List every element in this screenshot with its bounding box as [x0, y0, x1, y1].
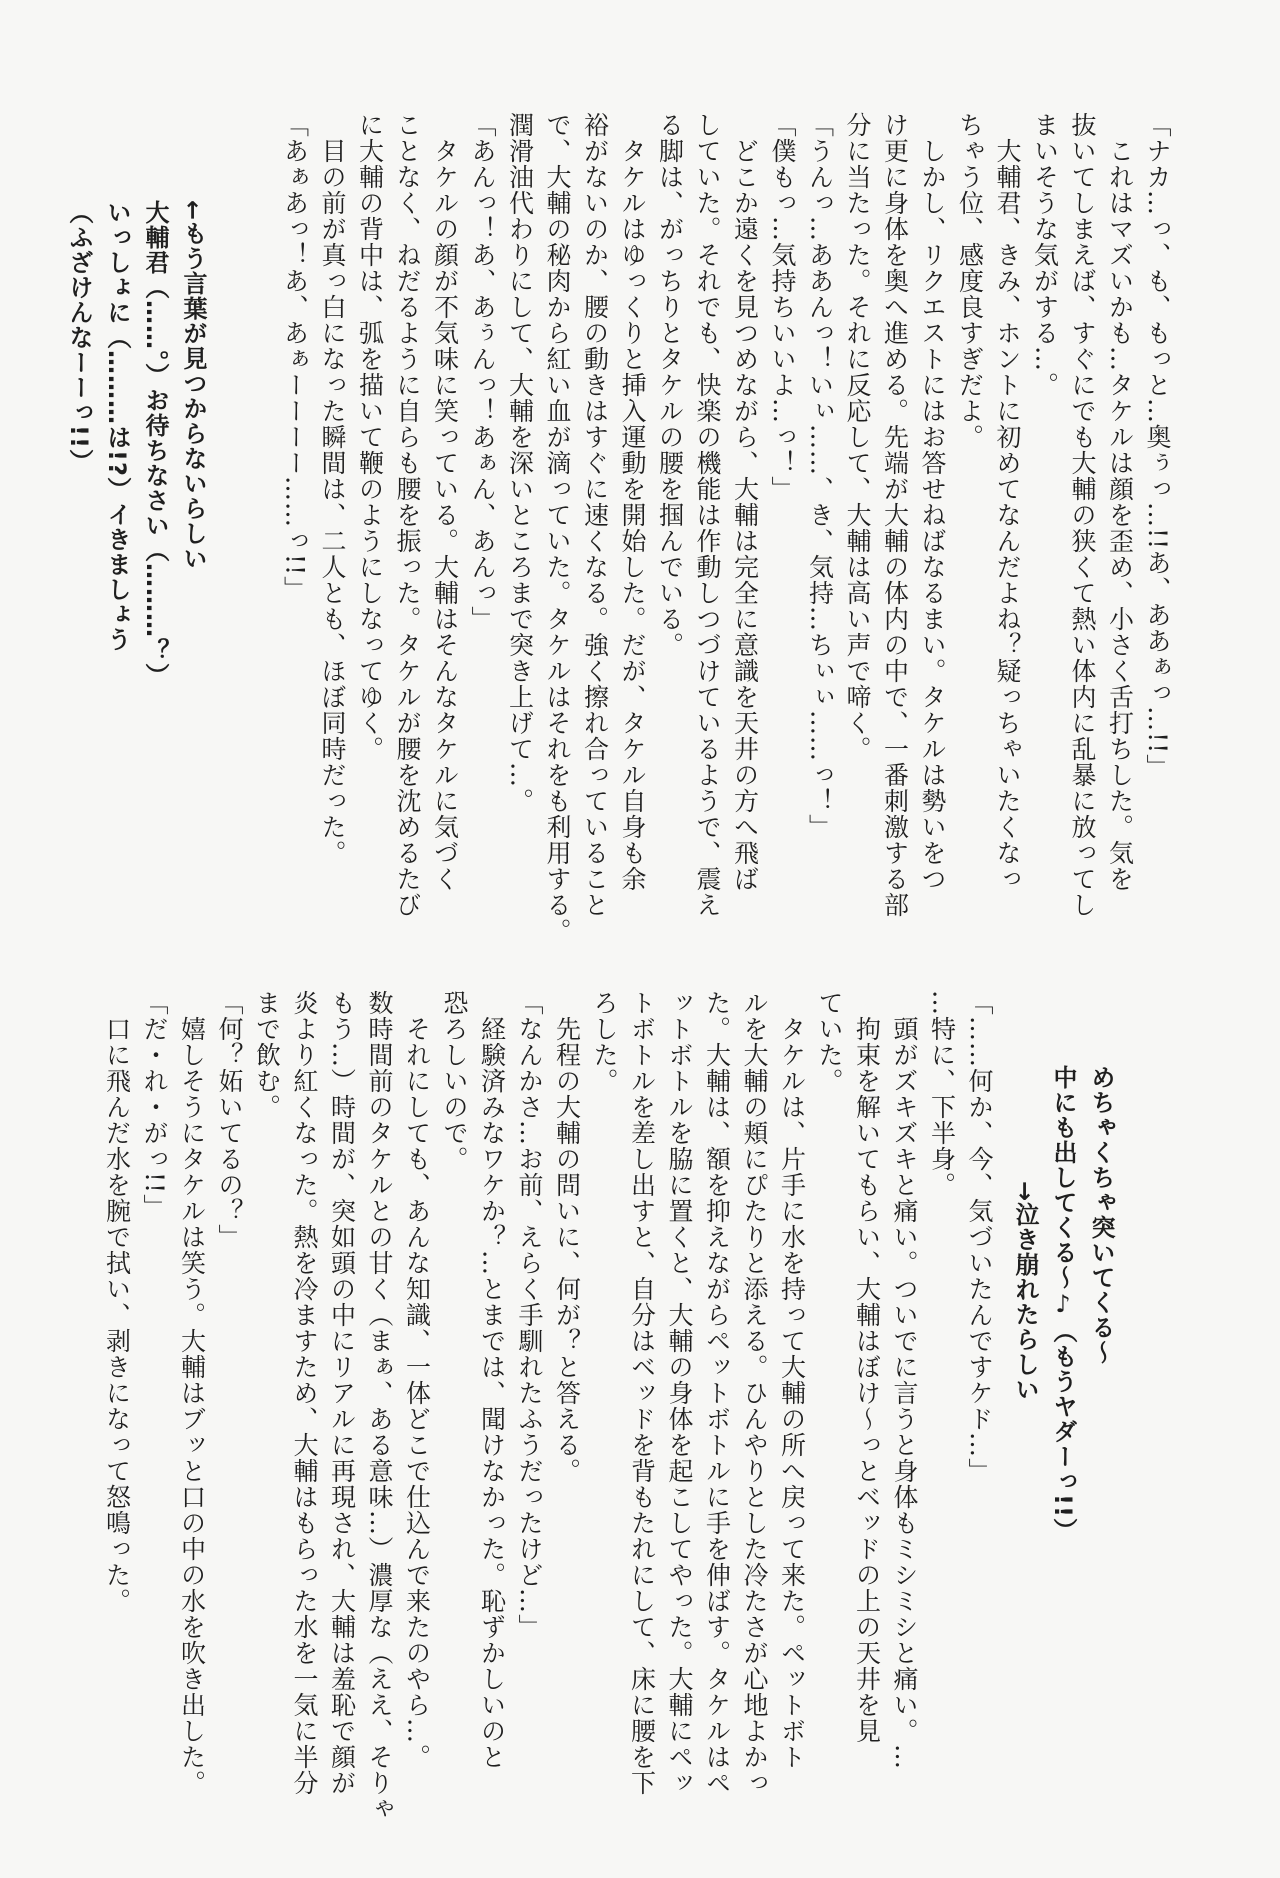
- text-line: ろした。: [590, 990, 619, 1094]
- text-line: …特に、下半身。: [927, 990, 957, 1198]
- text-line: それにしても、あんな知識、一体どこで仕込んで来たのやら…。: [402, 990, 432, 1770]
- note-line: 大輔君（……。）お待ちなさい（………？）: [141, 200, 169, 688]
- text-line: 恐ろしいので。: [440, 990, 469, 1172]
- text-line: に大輔の背中は、弧を描いて鞭のようにしなってゆく。: [355, 112, 385, 762]
- text-line: 潤滑油代わりにして、大輔を深いところまで突き上げて…。: [505, 112, 535, 814]
- text-line: 「僕もっ…気持ちいいよ…っ！」: [768, 112, 797, 502]
- text-line: どこか遠くを見つめながら、大輔は完全に意識を天井の方へ飛ば: [730, 112, 760, 892]
- text-line: 抜いてしまえば、すぐにでも大輔の狭くて熱い体内に乱暴に放ってし: [1068, 112, 1097, 918]
- top-text-block: [276, 112, 1176, 944]
- text-line: トボトルを差し出すと、自分はベッドを背もたれにして、床に腰を下: [627, 990, 657, 1796]
- text-line: ットボトルを脇に置くと、大輔の身体を起こしてやった。大輔にペッ: [665, 990, 694, 1796]
- text-line: 「……何か、今、気づいたんですケド…」: [965, 990, 994, 1484]
- text-line: ルを大輔の頬にぴたりと添える。ひんやりとした冷たさが心地よかっ: [740, 990, 769, 1796]
- text-line: タケルはゆっくりと挿入運動を開始した。だが、タケル自身も余: [618, 112, 647, 892]
- text-line: る脚は、がっちりとタケルの腰を掴んでいる。: [655, 112, 685, 658]
- text-line: 「だ・れ・がっ!!」: [140, 990, 169, 1221]
- note-line: （ふざけんなーーっ!!）: [65, 200, 93, 474]
- text-line: ていた。: [815, 990, 844, 1094]
- right-author-note: [1006, 1065, 1120, 1695]
- text-line: もう…）時間が、突如頭の中にリアルに再現され、大輔は羞恥で顔が: [327, 990, 357, 1796]
- text-line: タケルの顔が不気味に笑っている。大輔はそんなタケルに気づく: [430, 112, 460, 892]
- text-line: 「あぁあっ！あ、あぁーーーー……っ!!」: [280, 112, 310, 603]
- text-line: まいそうな気がする…。: [1030, 112, 1060, 398]
- text-line: け更に身体を奥へ進める。先端が大輔の体内の中で、一番刺激する部: [880, 112, 910, 918]
- note-line: いっしょに（………は!?）イきましょう: [103, 200, 131, 652]
- text-line: まで飲む。: [252, 990, 282, 1120]
- text-line: 大輔君、きみ、ホントに初めてなんだよね？疑っちゃいたくなっ: [993, 112, 1022, 892]
- text-line: タケルは、片手に水を持って大輔の所へ戻って来た。ペットボト: [777, 990, 807, 1770]
- text-line: 先程の大輔の問いに、何が？と答える。: [552, 990, 582, 1484]
- note-line: 中にも出してくる〜♪（もうヤダーっ!!）: [1049, 1065, 1077, 1543]
- text-line: 炎より紅くなった。熱を冷ますため、大輔はもらった水を一気に半分: [290, 990, 319, 1796]
- text-line: で、大輔の秘肉から紅い血が滴っていた。タケルはそれをも利用する。: [543, 112, 572, 944]
- left-author-note: [60, 200, 212, 840]
- text-line: 「ナカ…っ、も、もっと…奥ぅっ…!!あ、ああぁっ…!!」: [1143, 112, 1172, 781]
- text-line: 「なんかさ…お前、えらく手馴れたふうだったけど…」: [515, 990, 544, 1640]
- text-line: 数時間前のタケルとの甘く（まぁ、ある意味…）濃厚な（ええ、そりゃ: [365, 990, 394, 1822]
- text-line: 「うんっ…ああんっ！いぃ……、き、気持…ちぃぃ……っ！」: [805, 112, 835, 840]
- text-line: していた。それでも、快楽の機能は作動しつづけているようで、震え: [693, 112, 722, 918]
- text-line: 目の前が真っ白になった瞬間は、二人とも、ほぼ同時だった。: [318, 112, 347, 866]
- text-line: 嬉しそうにタケルは笑う。大輔はブッと口の中の水を吹き出した。: [177, 990, 207, 1796]
- bottom-text-block: [98, 990, 998, 1822]
- text-line: 「何？妬いてるの？」: [215, 990, 244, 1250]
- text-line: これはマズいかも…タケルは顔を歪め、小さく舌打ちした。気を: [1105, 112, 1135, 892]
- text-line: ちゃう位、感度良すぎだよ。: [955, 112, 985, 450]
- text-line: 拘束を解いてもらい、大輔はぼけ〜っとベッドの上の天井を見: [852, 990, 882, 1744]
- text-line: 経験済みなワケか？…とまでは、聞けなかった。恥ずかしいのと: [477, 990, 507, 1770]
- text-line: 口に飛んだ水を腕で拭い、剥きになって怒鳴った。: [102, 990, 132, 1614]
- note-line: めちゃくちゃ突いてくる〜: [1087, 1065, 1115, 1365]
- note-line: →泣き崩れたらしい: [1011, 1181, 1039, 1403]
- text-line: しかし、リクエストにはお答せねばなるまい。タケルは勢いをつ: [918, 112, 947, 892]
- text-line: た。大輔は、額を抑えながらペットボトルに手を伸ばす。タケルはペ: [702, 990, 732, 1796]
- text-line: 裕がないのか、腰の動きはすぐに速くなる。強く擦れ合っていること: [580, 112, 610, 918]
- text-line: 分に当たった。それに反応して、大輔は高い声で啼く。: [843, 112, 872, 762]
- text-line: 頭がズキズキと痛い。ついでに言うと身体もミシミシと痛い。…: [890, 990, 919, 1770]
- text-line: ことなく、ねだるように自らも腰を振った。タケルが腰を沈めるたび: [393, 112, 422, 918]
- note-line: ←もう言葉が見つからないらしい: [179, 200, 207, 572]
- text-line: 「あんっ！あ、あぅんっ！あぁん、あんっ」: [468, 112, 497, 632]
